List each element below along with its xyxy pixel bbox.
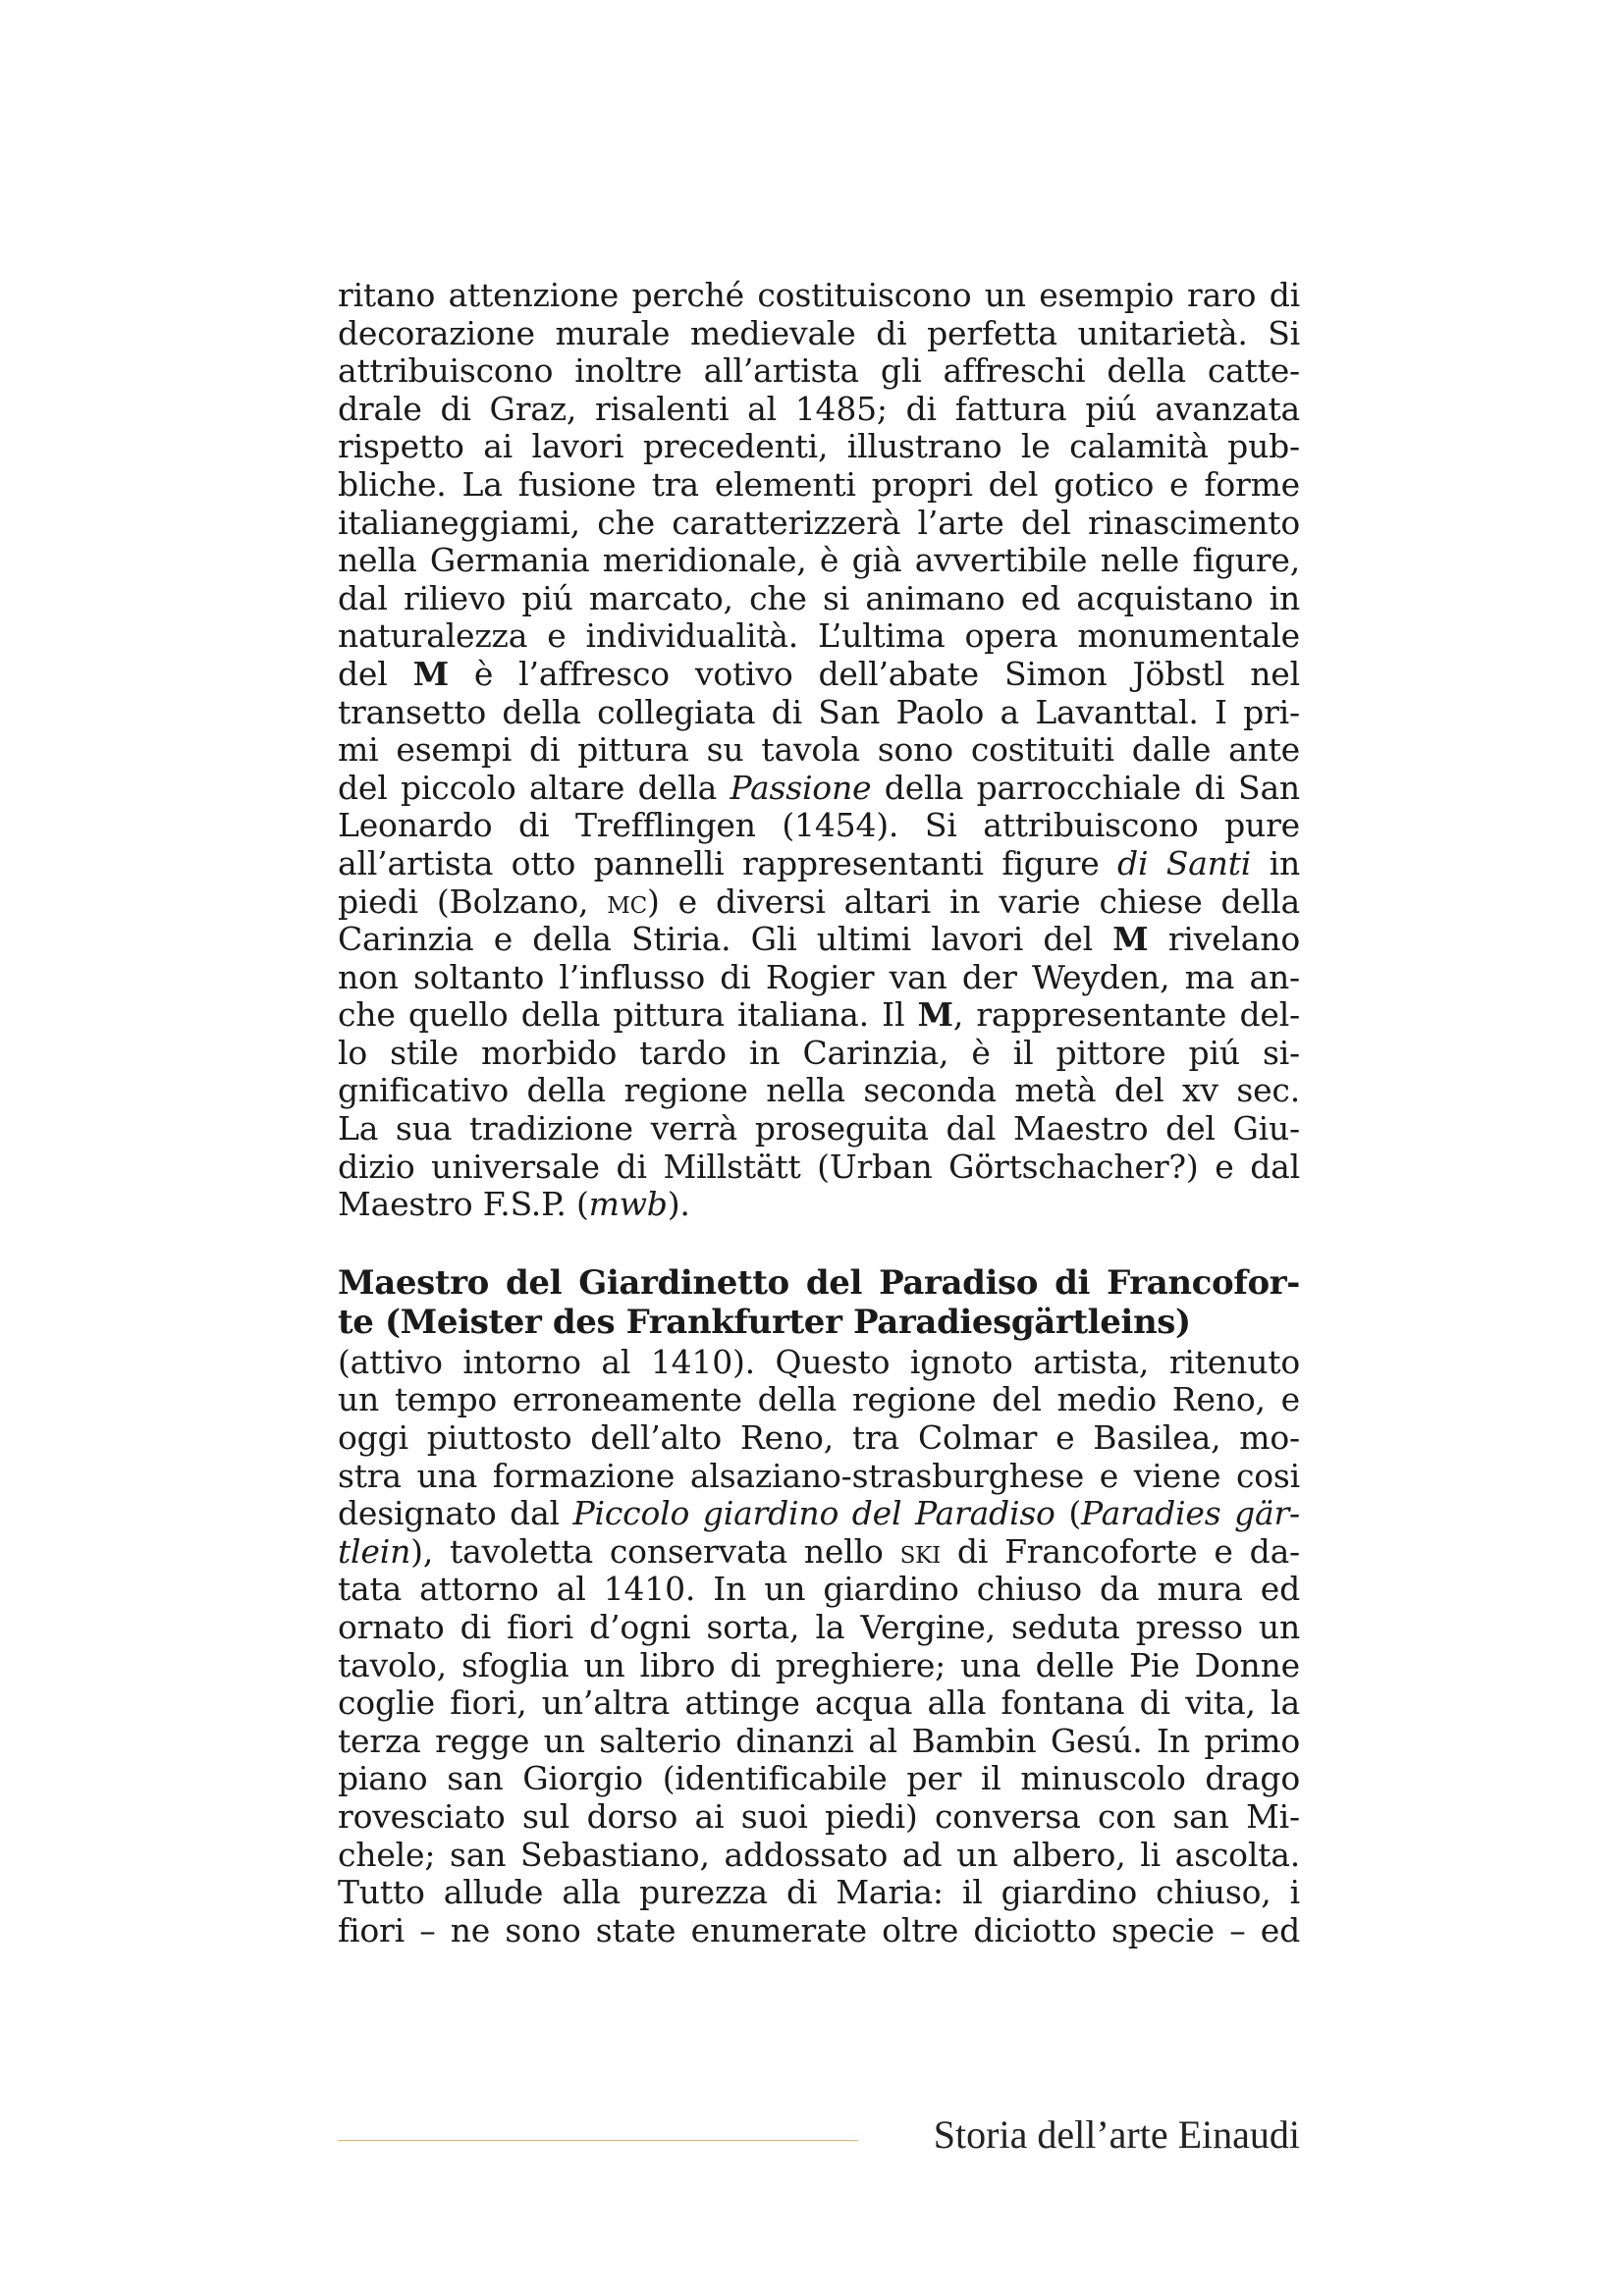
text-line: rispetto ai lavori precedenti, illustrano le calamità pub- [338,427,1300,466]
page-body [338,277,1300,1949]
footer-title: Storia dell’arte Einaudi [933,2112,1300,2157]
text-line: Leonardo di Trefflingen (1454). Si attribuiscono pure [338,806,1300,845]
text-segment: del piccolo altare della [338,768,730,807]
text-line: Tutto allude alla purezza di Maria: il giardino chiuso, i [338,1873,1300,1912]
text-line: bliche. La fusione tra elementi propri del gotico e forme [338,464,1300,504]
text-segment: designato dal [338,1494,573,1533]
text-line: dizio universale di Millstätt (Urban Görtschacher?) e dal [338,1147,1300,1186]
italic-title: Paradies gär- [1081,1494,1300,1533]
italic-title: tlein [338,1531,411,1571]
bold-abbrev: M [1112,920,1149,959]
text-segment: in [1251,843,1301,882]
paragraph-continued [338,277,1300,1224]
text-line: transetto della collegiata di San Paolo a Lavanttal. I pri- [338,692,1300,731]
entry-body [338,1344,1300,1950]
small-caps-abbrev: ski [899,1531,941,1571]
bold-abbrev: M [917,995,953,1035]
text-line: piano san Giorgio (identificabile per il minuscolo drago [338,1759,1300,1798]
text-line: lo stile morbido tardo in Carinzia, è il pittore piú si- [338,1033,1300,1072]
text-line: stra una formazione alsaziano-strasburghese e viene cosi [338,1456,1300,1495]
entry-heading-line: te (Meister des Frankfurter Paradiesgärtleins) [338,1302,1191,1342]
entry-heading-line: Maestro del Giardinetto del Paradiso di Francofor- [338,1262,1300,1303]
text-line: attribuiscono inoltre all’artista gli affreschi della catte- [338,351,1300,391]
text-line [338,883,1300,922]
text-line: drale di Graz, risalenti al 1485; di fattura piú avanzata [338,389,1300,428]
bold-abbrev: M [412,654,449,693]
text-segment: della parrocchiale di San [871,768,1300,807]
text-line: gnificativo della regione nella seconda metà del xv sec. [338,1071,1300,1110]
entry-heading [338,1263,1300,1342]
text-segment: Carinzia e della Stiria. Gli ultimi lavori del [338,920,1113,959]
text-line: italianeggiami, che caratterizzerà l’arte del rinascimento [338,503,1300,542]
text-line: nella Germania meridionale, è già avvertibile nelle figure, [338,541,1300,580]
italic-title: Piccolo giardino del Paradiso [572,1494,1055,1533]
footer-rule [338,2140,858,2141]
text-line: naturalezza e individualità. L’ultima opera monumentale [338,616,1300,656]
text-line: fiori – ne sono state enumerate oltre diciotto specie – ed [338,1910,1300,1949]
text-line [338,921,1300,959]
text-segment: del [338,654,413,693]
text-segment: ( [1055,1494,1082,1533]
text-line: oggi piuttosto dell’alto Reno, tra Colmar e Basilea, mo- [338,1418,1300,1458]
text-segment: rivelano [1148,920,1300,959]
text-line [338,656,1300,694]
author-initials: mwb [588,1185,668,1224]
text-line [338,845,1300,883]
text-segment: , rappresentante del- [952,995,1301,1035]
text-segment: è l’affresco votivo dell’abate Simon Jöbstl nel [448,654,1300,693]
page-footer [338,2110,1300,2160]
text-segment: all’artista otto pannelli rappresentanti figure [338,843,1118,882]
text-line: (attivo intorno al 1410). Questo ignoto artista, ritenuto [338,1342,1300,1381]
text-segment: ). [667,1185,690,1224]
text-segment: di Francoforte e da- [941,1531,1301,1571]
text-line: tata attorno al 1410. In un giardino chiuso da mura ed [338,1570,1300,1609]
text-line: coglie fiori, un’altra attinge acqua alla fontana di vita, la [338,1683,1300,1723]
text-line: un tempo erroneamente della regione del medio Reno, e [338,1380,1300,1419]
text-line: dal rilievo piú marcato, che si animano ed acquistano in [338,578,1300,617]
text-line: terza regge un salterio dinanzi al Bambin Gesú. In primo [338,1721,1300,1760]
text-line: non soltanto l’influsso di Rogier van der Weyden, ma an- [338,957,1300,996]
italic-title: di Santi [1117,843,1252,882]
text-line: decorazione murale medievale di perfetta unitarietà. Si [338,313,1300,352]
text-line [338,996,1300,1035]
text-line: chele; san Sebastiano, addossato ad un albero, li ascolta. [338,1835,1300,1874]
text-segment: che quello della pittura italiana. Il [338,995,918,1035]
text-segment: ), tavoletta conservata nello [410,1531,900,1571]
text-segment: piedi (Bolzano, [338,881,608,921]
text-line: tavolo, sfoglia un libro di preghiere; una delle Pie Donne [338,1645,1300,1684]
text-line [338,1186,1300,1224]
text-line: mi esempi di pittura su tavola sono costituiti dalle ante [338,730,1300,770]
text-line: rovesciato sul dorso ai suoi piedi) conversa con san Mi- [338,1796,1300,1836]
text-segment: ) e diversi altari in varie chiese della [647,881,1300,921]
text-line [338,1533,1300,1572]
italic-title: Passione [730,768,872,807]
text-segment: Maestro F.S.P. ( [338,1185,589,1224]
text-line: La sua tradizione verrà proseguita dal Maestro del Giu- [338,1109,1300,1148]
text-line: ritano attenzione perché costituiscono un esempio raro di [338,276,1300,314]
small-caps-abbrev: mc [607,881,648,921]
text-line [338,770,1300,808]
text-line: ornato di fiori d’ogni sorta, la Vergine, seduta presso un [338,1608,1300,1646]
text-line [338,1495,1300,1533]
